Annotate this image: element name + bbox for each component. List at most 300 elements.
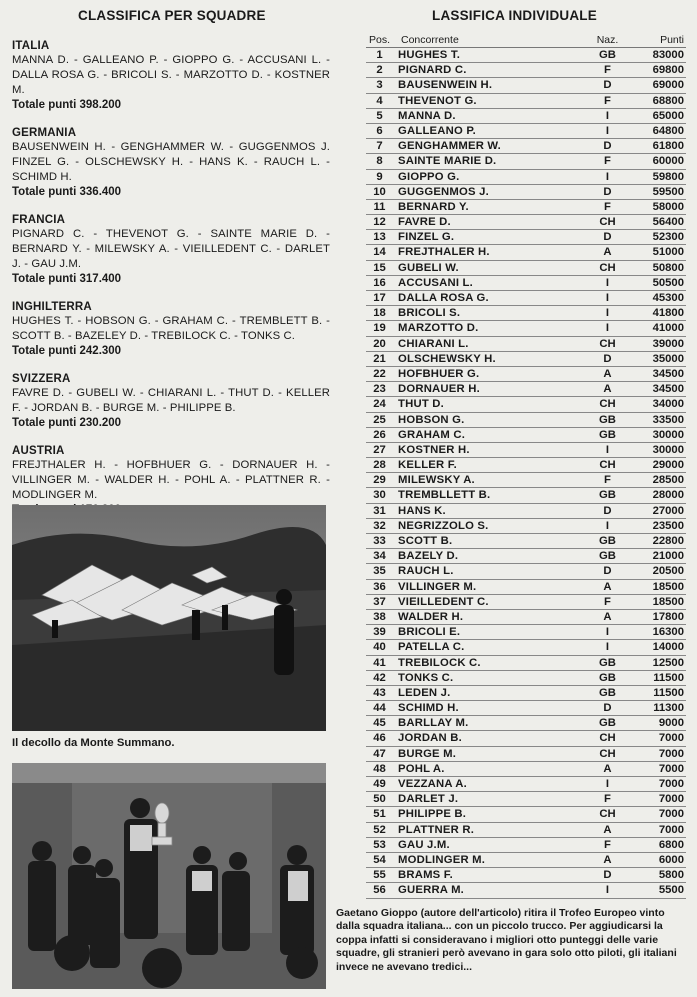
team-block <box>12 214 330 287</box>
rank-pos: 25 <box>373 413 386 426</box>
rank-name: HOFBHUER G. <box>398 367 480 380</box>
rank-pos: 4 <box>376 94 383 107</box>
rank-pos: 9 <box>376 170 383 183</box>
rank-name: SAINTE MARIE D. <box>398 155 497 168</box>
rank-points: 69800 <box>652 64 684 77</box>
rank-nation: GB <box>599 671 616 684</box>
rank-name: MARZOTTO D. <box>398 322 479 335</box>
rank-nation: F <box>604 838 611 851</box>
table-row <box>366 291 686 306</box>
rank-name: LEDEN J. <box>398 686 451 699</box>
rank-points: 5800 <box>658 869 684 882</box>
rank-points: 52300 <box>652 231 684 244</box>
rank-nation: GB <box>599 686 616 699</box>
rank-name: POHL A. <box>398 762 445 775</box>
rank-nation: CH <box>599 459 616 472</box>
rank-pos: 12 <box>373 216 386 229</box>
rank-points: 60000 <box>652 155 684 168</box>
rank-name: PATELLA C. <box>398 641 465 654</box>
rank-pos: 43 <box>373 686 386 699</box>
rank-name: PLATTNER R. <box>398 823 475 836</box>
table-row <box>366 245 686 260</box>
team-total: Totale punti 230.200 <box>12 417 122 429</box>
rank-points: 68800 <box>652 94 684 107</box>
rank-name: DORNAUER H. <box>398 383 480 396</box>
rank-pos: 22 <box>373 367 386 380</box>
rank-points: 69000 <box>652 79 684 92</box>
rank-name: BERNARD Y. <box>398 200 469 213</box>
rank-name: VIEILLEDENT C. <box>398 595 489 608</box>
rank-pos: 17 <box>373 292 386 304</box>
table-row <box>366 580 686 595</box>
rank-pos: 6 <box>376 124 383 137</box>
team-block <box>12 373 330 431</box>
rank-nation: F <box>604 200 611 213</box>
table-row <box>366 428 686 443</box>
rank-points: 64800 <box>652 124 684 137</box>
table-row <box>366 731 686 746</box>
table-row <box>366 640 686 655</box>
team-total: Totale punti 317.400 <box>12 273 122 285</box>
rank-name: DALLA ROSA G. <box>398 292 489 304</box>
rank-pos: 54 <box>373 853 386 866</box>
rank-pos: 55 <box>373 869 386 882</box>
rank-nation: A <box>603 823 612 836</box>
rank-nation: I <box>605 626 610 639</box>
rank-pos: 48 <box>373 762 386 775</box>
table-row <box>366 276 686 291</box>
rank-pos: 38 <box>373 610 386 623</box>
rank-name: JORDAN B. <box>398 732 462 745</box>
rank-pos: 5 <box>376 109 383 122</box>
table-row <box>366 352 686 367</box>
rank-points: 33500 <box>652 413 684 426</box>
rank-points: 22800 <box>652 535 684 547</box>
col-name: Concorrente <box>401 34 459 46</box>
rank-points: 18500 <box>652 595 684 608</box>
rank-points: 35000 <box>652 352 684 365</box>
table-row <box>366 139 686 154</box>
table-row <box>366 230 686 245</box>
rank-name: BAZELY D. <box>398 550 459 563</box>
rank-points: 11300 <box>653 702 684 715</box>
rank-pos: 56 <box>373 884 386 897</box>
rank-pos: 35 <box>373 565 386 578</box>
rank-pos: 30 <box>373 489 386 502</box>
rank-nation: I <box>605 292 610 304</box>
rank-pos: 53 <box>373 838 386 851</box>
rank-name: TONKS C. <box>398 671 454 684</box>
rank-name: NEGRIZZOLO S. <box>398 519 489 532</box>
rank-name: BRAMS F. <box>398 869 453 882</box>
rank-nation: A <box>603 853 612 866</box>
rank-nation: A <box>603 762 612 775</box>
rank-points: 17800 <box>652 610 684 623</box>
rank-pos: 44 <box>373 702 386 715</box>
rank-name: CHIARANI L. <box>398 337 469 350</box>
rank-nation: I <box>605 884 610 897</box>
rank-points: 50800 <box>652 261 684 274</box>
rank-pos: 16 <box>373 276 386 289</box>
rank-nation: CH <box>599 216 616 229</box>
rank-name: DARLET J. <box>398 793 459 806</box>
rank-name: PHILIPPE B. <box>398 808 467 821</box>
individual-classification <box>366 6 686 899</box>
table-row <box>366 458 686 473</box>
table-row <box>366 610 686 625</box>
table-row <box>366 762 686 777</box>
rank-name: HOBSON G. <box>398 413 465 426</box>
team-classification <box>12 6 330 518</box>
rank-nation: D <box>603 565 612 578</box>
rank-pos: 26 <box>373 428 386 441</box>
rank-pos: 50 <box>373 793 386 806</box>
rank-nation: F <box>604 793 611 806</box>
rank-nation: A <box>603 367 612 380</box>
table-row <box>366 777 686 792</box>
table-row <box>366 321 686 336</box>
rank-name: FREJTHALER H. <box>398 246 490 259</box>
rank-pos: 19 <box>373 322 386 335</box>
rank-name: PIGNARD C. <box>398 64 467 77</box>
rank-nation: CH <box>599 808 616 821</box>
rank-points: 9000 <box>658 717 684 730</box>
rank-pos: 46 <box>373 732 386 745</box>
rank-nation: CH <box>599 337 616 350</box>
rank-name: KOSTNER H. <box>398 443 470 456</box>
trophy-ceremony-photo <box>12 763 326 989</box>
table-row <box>366 382 686 397</box>
rank-nation: GB <box>599 656 616 669</box>
col-pos: Pos. <box>368 34 390 46</box>
table-row <box>366 823 686 838</box>
team-members: FAVRE D. - GUBELI W. - CHIARANI L. - THUT D. - KELLER F. - JORDAN B. - BURGE M. - PHILIPPE B. <box>12 387 330 414</box>
rank-pos: 34 <box>373 550 386 563</box>
rank-name: MILEWSKY A. <box>398 474 475 487</box>
table-row <box>366 868 686 883</box>
rank-pos: 18 <box>373 307 386 320</box>
table-row <box>366 124 686 139</box>
rank-pos: 7 <box>376 140 383 153</box>
rank-nation: F <box>604 595 611 608</box>
rank-nation: I <box>605 124 610 137</box>
rank-points: 34500 <box>652 383 684 396</box>
rank-points: 5500 <box>658 884 684 897</box>
rank-pos: 36 <box>373 580 386 593</box>
ranking-table <box>366 48 686 899</box>
rank-points: 11500 <box>653 671 684 684</box>
rank-nation: GB <box>599 413 616 426</box>
rank-nation: CH <box>599 398 616 411</box>
rank-points: 65000 <box>652 109 684 122</box>
team-name: GERMANIA <box>12 127 77 139</box>
rank-pos: 40 <box>373 641 386 654</box>
team-name: FRANCIA <box>12 214 66 226</box>
rank-pos: 27 <box>373 443 386 456</box>
rank-nation: I <box>605 641 610 654</box>
rank-nation: A <box>603 610 612 623</box>
rank-name: GIOPPO G. <box>398 170 460 183</box>
team-members: PIGNARD C. - THEVENOT G. - SAINTE MARIE D. - BERNARD Y. - MILEWSKY A. - VIEILLEDENT C. - DARLET J. - GAU J.M. <box>12 228 330 270</box>
rank-points: 27000 <box>652 504 684 517</box>
teams-title: CLASSIFICA PER SQUADRE <box>78 8 266 23</box>
rank-points: 7000 <box>658 823 684 836</box>
col-naz: Naz. <box>596 34 619 46</box>
table-row <box>366 838 686 853</box>
team-total: Totale punti 398.200 <box>12 99 122 111</box>
rank-pos: 49 <box>373 778 386 790</box>
table-row <box>366 215 686 230</box>
rank-nation: GB <box>599 428 616 441</box>
rank-pos: 2 <box>376 64 383 77</box>
rank-name: MODLINGER M. <box>398 853 486 866</box>
rank-name: THUT D. <box>398 398 444 411</box>
rank-nation: A <box>603 580 612 593</box>
rank-nation: CH <box>599 747 616 760</box>
table-row <box>366 671 686 686</box>
rank-name: FAVRE D. <box>398 216 451 229</box>
team-name: ITALIA <box>12 40 50 52</box>
team-members: MANNA D. - GALLEANO P. - GIOPPO G. - ACCUSANI L. - DALLA ROSA G. - BRICOLI S. - MARZOTTO D. - KOSTNER M. <box>12 54 330 96</box>
rank-pos: 13 <box>373 231 386 244</box>
rank-nation: F <box>604 94 611 107</box>
rank-nation: GB <box>599 550 616 563</box>
rank-points: 28000 <box>652 489 684 502</box>
table-row <box>366 200 686 215</box>
rank-nation: GB <box>599 49 616 61</box>
rank-name: BRICOLI E. <box>398 626 461 639</box>
rank-name: GENGHAMMER W. <box>398 140 502 153</box>
photo-takeoff <box>12 505 326 731</box>
team-members: BAUSENWEIN H. - GENGHAMMER W. - GUGGENMOS J. FINZEL G. - OLSCHEWSKY H. - HANS K. - RAUCH L. - SCHIMD H. <box>12 141 330 183</box>
rank-points: 30000 <box>652 443 684 456</box>
table-row <box>366 367 686 382</box>
rank-pos: 42 <box>373 671 386 684</box>
table-row <box>366 63 686 78</box>
rank-points: 23500 <box>652 519 684 532</box>
rank-pos: 39 <box>373 626 386 639</box>
team-total: Totale punti 242.300 <box>12 345 122 357</box>
table-row <box>366 48 686 63</box>
col-pts: Punti <box>660 34 684 46</box>
team-name: AUSTRIA <box>12 445 65 457</box>
rank-name: SCHIMD H. <box>398 702 459 715</box>
table-row <box>366 701 686 716</box>
rank-name: HANS K. <box>398 504 446 517</box>
rank-name: TREBILOCK C. <box>398 656 481 669</box>
table-row <box>366 337 686 352</box>
rank-name: THEVENOT G. <box>398 94 477 107</box>
rank-pos: 23 <box>373 383 386 396</box>
rank-points: 28500 <box>652 474 684 487</box>
rank-name: VILLINGER M. <box>398 580 477 593</box>
team-name: INGHILTERRA <box>12 301 92 313</box>
rank-nation: I <box>605 170 610 183</box>
rank-nation: F <box>604 155 611 168</box>
team-list <box>12 40 330 518</box>
rank-nation: I <box>605 276 610 289</box>
rank-name: KELLER F. <box>398 459 457 472</box>
rank-points: 34000 <box>652 398 684 411</box>
rank-pos: 10 <box>373 185 386 198</box>
photo-trophy <box>12 763 326 989</box>
rank-nation: I <box>605 109 610 122</box>
rank-points: 59800 <box>652 170 684 183</box>
table-row <box>366 686 686 701</box>
table-row <box>366 656 686 671</box>
rank-points: 7000 <box>658 793 684 806</box>
rank-name: TREMBLLETT B. <box>398 489 491 502</box>
rank-nation: CH <box>599 261 616 274</box>
rank-pos: 32 <box>373 519 386 532</box>
rank-points: 51000 <box>652 246 684 259</box>
rank-nation: F <box>604 64 611 77</box>
rank-name: GUERRA M. <box>398 884 465 897</box>
rank-name: BAUSENWEIN H. <box>398 79 493 92</box>
rank-points: 30000 <box>652 428 684 441</box>
table-row <box>366 154 686 169</box>
rank-pos: 28 <box>373 459 386 472</box>
rank-nation: GB <box>599 717 616 730</box>
rank-points: 11500 <box>653 686 684 699</box>
table-row <box>366 94 686 109</box>
rank-pos: 51 <box>373 808 386 821</box>
rank-pos: 20 <box>373 337 386 350</box>
rank-pos: 3 <box>376 79 383 92</box>
rank-name: GAU J.M. <box>398 838 450 851</box>
table-row <box>366 504 686 519</box>
table-row <box>366 549 686 564</box>
team-block <box>12 40 330 113</box>
rank-points: 16300 <box>652 626 684 639</box>
table-row <box>366 625 686 640</box>
team-total: Totale punti 336.400 <box>12 186 122 198</box>
rank-nation: D <box>603 352 612 365</box>
table-row <box>366 534 686 549</box>
table-row <box>366 519 686 534</box>
rank-name: GALLEANO P. <box>398 124 476 137</box>
rank-points: 21000 <box>652 550 684 563</box>
rank-pos: 47 <box>373 747 386 760</box>
rank-name: GRAHAM C. <box>398 428 466 441</box>
rank-points: 6800 <box>658 838 684 851</box>
table-row <box>366 792 686 807</box>
table-row <box>366 807 686 822</box>
rank-points: 83000 <box>652 49 684 61</box>
rank-points: 50500 <box>652 276 684 289</box>
rank-pos: 37 <box>373 595 386 608</box>
rank-pos: 52 <box>373 823 386 836</box>
rank-nation: CH <box>599 732 616 745</box>
team-members: HUGHES T. - HOBSON G. - GRAHAM C. - TREMBLETT B. - SCOTT B. - BAZELEY D. - TREBILOCK C. - TONKS C. <box>12 315 330 342</box>
rank-name: GUGGENMOS J. <box>398 185 489 198</box>
rank-points: 7000 <box>658 808 684 821</box>
table-row <box>366 747 686 762</box>
rank-nation: I <box>605 322 610 335</box>
rank-points: 12500 <box>652 656 684 669</box>
photo2-caption: Gaetano Gioppo (autore dell'articolo) ritira il Trofeo Europeo vinto dalla squadra italiana... con un piccolo trucco. Per aggiudicarsi la coppa infatti si consideravano i migliori otto punteggi delle varie squadre, gli stranieri però avevano in gara solo otto piloti, gli italiani invece ne avevano tredici... <box>336 907 677 973</box>
table-row <box>366 473 686 488</box>
rank-name: HUGHES T. <box>398 49 461 61</box>
rank-name: GUBELI W. <box>398 261 459 274</box>
table-row <box>366 443 686 458</box>
rank-points: 6000 <box>658 853 684 866</box>
rank-nation: D <box>603 185 612 198</box>
rank-points: 7000 <box>658 778 684 790</box>
rank-pos: 29 <box>373 474 386 487</box>
rank-name: MANNA D. <box>398 109 456 122</box>
rank-name: BARLLAY M. <box>398 717 469 730</box>
table-row <box>366 185 686 200</box>
table-row <box>366 306 686 321</box>
rank-points: 56400 <box>652 216 684 229</box>
rank-nation: I <box>605 443 610 456</box>
rank-name: WALDER H. <box>398 610 464 623</box>
rank-name: BRICOLI S. <box>398 307 461 320</box>
rank-points: 29000 <box>652 459 684 472</box>
rank-nation: D <box>603 869 612 882</box>
rank-points: 58000 <box>652 200 684 213</box>
rank-pos: 21 <box>373 352 386 365</box>
rank-pos: 41 <box>373 656 386 669</box>
rank-pos: 24 <box>373 398 386 411</box>
rank-nation: A <box>603 383 612 396</box>
rank-pos: 33 <box>373 535 386 547</box>
table-row <box>366 397 686 412</box>
rank-nation: I <box>605 778 610 790</box>
rank-pos: 8 <box>376 155 383 168</box>
rank-nation: D <box>603 702 612 715</box>
rank-points: 45300 <box>652 292 684 304</box>
rank-points: 59500 <box>652 185 684 198</box>
team-block <box>12 301 330 359</box>
rank-nation: D <box>603 231 612 244</box>
rank-points: 7000 <box>658 732 684 745</box>
rank-name: SCOTT B. <box>398 535 453 547</box>
table-row <box>366 853 686 868</box>
rank-nation: D <box>603 504 612 517</box>
table-row <box>366 261 686 276</box>
rank-points: 18500 <box>652 580 684 593</box>
rank-pos: 1 <box>376 49 383 61</box>
rank-nation: D <box>603 140 612 153</box>
rank-name: ACCUSANI L. <box>398 276 474 289</box>
rank-points: 41800 <box>652 307 684 320</box>
rank-nation: I <box>605 519 610 532</box>
rank-pos: 31 <box>373 504 386 517</box>
table-row <box>366 564 686 579</box>
rank-nation: GB <box>599 535 616 547</box>
rank-points: 34500 <box>652 367 684 380</box>
rank-name: FINZEL G. <box>398 231 455 244</box>
table-row <box>366 78 686 93</box>
rank-nation: I <box>605 307 610 320</box>
table-row <box>366 716 686 731</box>
rank-nation: D <box>603 79 612 92</box>
rank-name: VEZZANA A. <box>398 778 467 790</box>
rank-pos: 14 <box>373 246 386 259</box>
team-members: FREJTHALER H. - HOFBHUER G. - DORNAUER H. - VILLINGER M. - WALDER H. - POHL A. - PLATTNER R. - MODLINGER M. <box>12 459 330 501</box>
rank-name: RAUCH L. <box>398 565 454 578</box>
rank-points: 20500 <box>652 565 684 578</box>
rank-points: 7000 <box>658 747 684 760</box>
ranking-header <box>366 33 686 48</box>
table-row <box>366 109 686 124</box>
hang-gliders-photo <box>12 505 326 731</box>
rank-points: 7000 <box>658 762 684 775</box>
rank-points: 41000 <box>652 322 684 335</box>
rank-name: OLSCHEWSKY H. <box>398 352 496 365</box>
